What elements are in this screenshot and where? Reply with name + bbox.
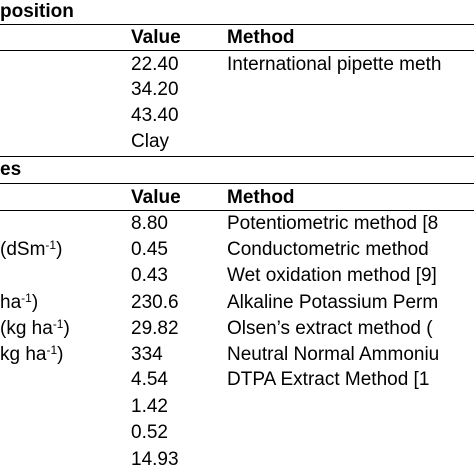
value-cell: 0.52 xyxy=(131,422,168,443)
section2-row xyxy=(0,343,474,367)
section2-row xyxy=(0,421,474,445)
parameter-cell xyxy=(0,343,63,367)
section1-row xyxy=(0,53,474,77)
value-cell: 43.40 xyxy=(131,105,179,126)
value-cell: 22.40 xyxy=(131,54,179,75)
method-cell: Wet oxidation method [9] xyxy=(227,265,437,286)
parameter-suffix: ) xyxy=(63,318,70,339)
section2-value-header: Value xyxy=(131,187,181,208)
parameter-suffix: ) xyxy=(57,344,64,365)
section1-top-rule xyxy=(0,24,474,25)
section2-title-row xyxy=(0,158,474,182)
parameter-suffix: ) xyxy=(31,292,39,313)
section1-row xyxy=(0,130,474,154)
parameter-superscript: -1 xyxy=(52,317,64,331)
section2-header-row xyxy=(0,186,474,210)
value-cell: Clay xyxy=(131,131,170,152)
section2-row xyxy=(0,238,474,262)
section1-header-rule xyxy=(0,50,474,51)
section1-bottom-rule xyxy=(0,156,474,157)
parameter-cell xyxy=(0,317,70,341)
section2-row xyxy=(0,264,474,288)
value-cell: 4.54 xyxy=(131,369,168,390)
section2-method-header: Method xyxy=(227,187,295,208)
method-cell: International pipette meth xyxy=(227,54,442,75)
value-cell: 1.42 xyxy=(131,396,168,417)
parameter-text: ha xyxy=(0,292,22,313)
parameter-cell xyxy=(0,238,62,262)
parameter-superscript: -1 xyxy=(45,238,57,252)
section1-header-row xyxy=(0,26,474,50)
section2-header-rule xyxy=(0,210,474,211)
parameter-suffix: ) xyxy=(56,239,63,260)
method-cell: Olsen’s extract method ( xyxy=(227,318,433,339)
parameter-text: (dSm xyxy=(0,239,46,260)
value-cell: 334 xyxy=(131,344,163,365)
method-cell: DTPA Extract Method [1 xyxy=(227,369,430,390)
method-cell: Conductometric method xyxy=(227,239,429,260)
method-cell: Potentiometric method [8 xyxy=(227,213,439,234)
section1-row xyxy=(0,78,474,102)
parameter-text: (kg ha xyxy=(0,318,53,339)
parameter-cell xyxy=(0,291,38,315)
section1-value-header: Value xyxy=(131,27,181,48)
section2-top-rule xyxy=(0,183,474,184)
section2-row xyxy=(0,291,474,315)
method-cell: Neutral Normal Ammoniu xyxy=(227,344,440,365)
value-cell: 230.6 xyxy=(131,292,179,313)
value-cell: 14.93 xyxy=(131,449,179,470)
value-cell: 8.80 xyxy=(131,213,168,234)
section1-row xyxy=(0,104,474,128)
value-cell: 0.43 xyxy=(131,265,168,286)
section1-method-header: Method xyxy=(227,27,295,48)
value-cell: 0.45 xyxy=(131,239,168,260)
section2-row xyxy=(0,317,474,341)
section2-row xyxy=(0,368,474,392)
method-cell: Alkaline Potassium Perm xyxy=(227,292,439,313)
section2-title: es xyxy=(0,159,22,180)
value-cell: 29.82 xyxy=(131,318,179,339)
section2-row xyxy=(0,212,474,236)
section1-title: position xyxy=(0,1,74,22)
parameter-text: kg ha xyxy=(0,344,47,365)
section2-row xyxy=(0,448,474,472)
parameter-superscript: -1 xyxy=(21,291,32,305)
section2-row xyxy=(0,395,474,419)
section1-title-row xyxy=(0,0,474,24)
value-cell: 34.20 xyxy=(131,79,179,100)
parameter-superscript: -1 xyxy=(46,343,58,357)
